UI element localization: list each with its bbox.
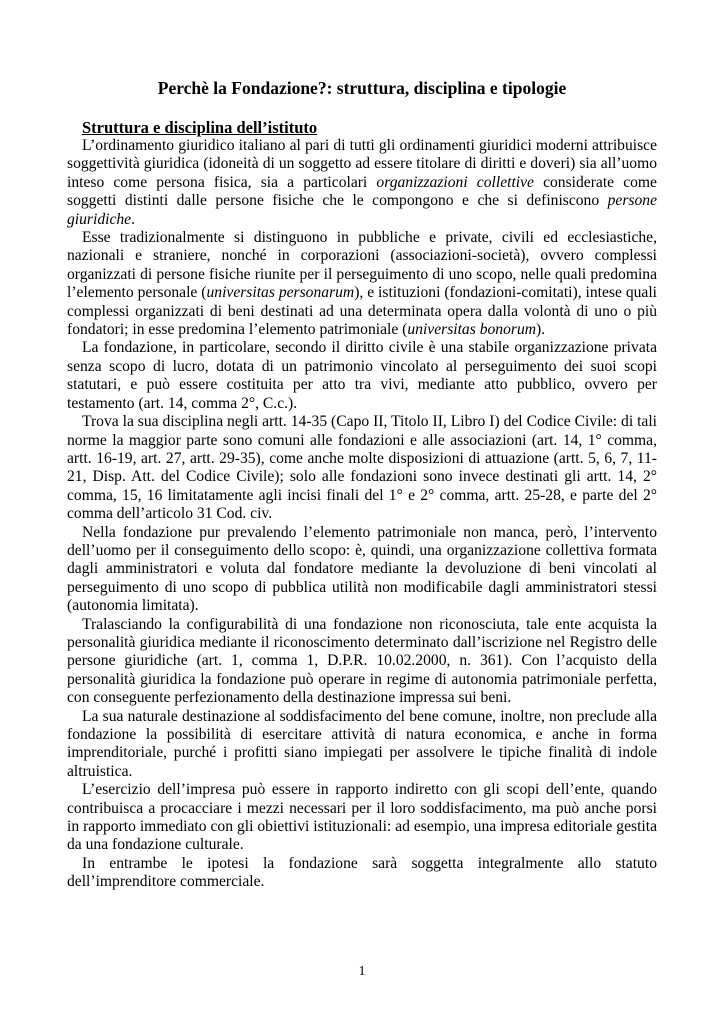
text-segment: La sua naturale destinazione al soddisfacimento del bene comune, inoltre, non preclude alla fondazione la possibilità di esercitare attività di natura economica, e anche in forma imprenditoriale, purché i profitti siano impiegati per assolvere le tipiche finalità di indole altruistica. [67, 707, 657, 780]
paragraph-8 [67, 781, 657, 855]
paragraph-5 [67, 524, 657, 616]
paragraph-3 [67, 339, 657, 413]
paragraph-7 [67, 708, 657, 782]
paragraph-9 [67, 855, 657, 892]
text-segment: Nella fondazione pur prevalendo l’elemento patrimoniale non manca, però, l’intervento dell’uomo per il conseguimento dello scopo: è, quindi, una organizzazione collettiva formata dagli amministratori e voluta dal fondatore mediante la devoluzione di beni vincolati al perseguimento di uno scopo di pubblica utilità non modificabile dagli amministratori stessi (autonomia limitata). [67, 523, 657, 615]
text-segment: ), e istituzioni (fondazioni-comitati), intese quali complessi organizzati di beni destinati ad una determinata opera dalla volontà di uno o più fondatori; in esse predomina l’elemento patrimoniale ( [67, 284, 657, 339]
document-page [67, 0, 657, 1024]
text-segment: Esse tradizionalmente si distinguono in pubbliche e private, civili ed ecclesiastiche, nazionali e straniere, nonché in corporazioni (associazioni-società), ovvero complessi organizzati di persone fisiche riunite per il perseguimento di uno scopo, nelle quali predomina l’elemento personale ( [67, 229, 657, 302]
paragraph-4 [67, 413, 657, 523]
paragraph-1 [67, 137, 657, 229]
italic-term: organizzazioni collettive [376, 173, 534, 191]
text-segment: Tralasciando la configurabilità di una fondazione non riconosciuta, tale ente acquista la personalità giuridica mediante il riconoscimento determinato dall’iscrizione nel Registro delle persone giuridiche (art. 1, comma 1, D.P.R. 10.02.2000, n. 361). Con l’acquisto della personalità giuridica la fondazione può operare in regime di autonomia patrimoniale perfetta, con conseguente perfezionamento della destinazione impressa sui beni. [67, 615, 657, 707]
page-number: 1 [358, 964, 366, 979]
text-segment: L’ordinamento giuridico italiano al pari di tutti gli ordinamenti giuridici moderni attribuisce soggettività giuridica (idoneità di un soggetto ad essere titolare di diritti e doveri) sia all’uomo inteso come persona fisica, sia a particolari [67, 137, 657, 191]
text-segment: Trova la sua disciplina negli artt. 14-35 (Capo II, Titolo II, Libro I) del Codice Civile: di tali norme la maggior parte sono comuni alle fondazioni e alle associazioni (art. 14, 1° comma, artt. 16-19, art. 27, artt. 29-35), come anche molte disposizioni di attuazione (artt. 5, 6, 7, 11-21, Disp. Att. del Codice Civile); solo alle fondazioni sono invece destinati gli artt. 14, 2° comma, 15, 16 limitatamente agli incisi finali del 1° e 2° comma, artt. 25-28, e parte del 2° comma dell’articolo 31 Cod. civ. [67, 413, 657, 523]
text-segment: L’esercizio dell’impresa può essere in rapporto indiretto con gli scopi dell’ente, quando contribuisca a procacciare i mezzi necessari per il loro soddisfacimento, ma può anche porsi in rapporto immediato con gli obiettivi istituzionali: ad esempio, una impresa editoriale gestita da una fondazione culturale. [67, 781, 657, 854]
text-segment: La fondazione, in particolare, secondo il diritto civile è una stabile organizzazione privata senza scopo di lucro, dotata di un patrimonio vincolato al perseguimento dei suoi scopi statutari, e può essere costituita per atto tra vivi, mediante atto pubblico, ovvero per testamento (art. 14, comma 2°, C.c.). [67, 339, 657, 412]
section-heading: Struttura e disciplina dell’istituto [82, 118, 318, 137]
text-segment: ). [536, 321, 546, 339]
text-segment: . [131, 210, 136, 228]
paragraph-2 [67, 229, 657, 339]
text-segment: In entrambe le ipotesi la fondazione sarà soggetta integralmente allo statuto dell’imprenditore commerciale. [67, 854, 657, 891]
page-title: Perchè la Fondazione?: struttura, disciplina e tipologie [157, 78, 567, 98]
italic-term: universitas personarum [206, 284, 355, 302]
paragraph-6 [67, 616, 657, 708]
italic-term: universitas bonorum [407, 321, 537, 339]
italic-term: persone giuridiche [67, 192, 657, 228]
body-text [67, 137, 657, 892]
text-segment: considerate come soggetti distinti dalle persone fisiche che le compongono e che si definiscono [67, 173, 657, 210]
